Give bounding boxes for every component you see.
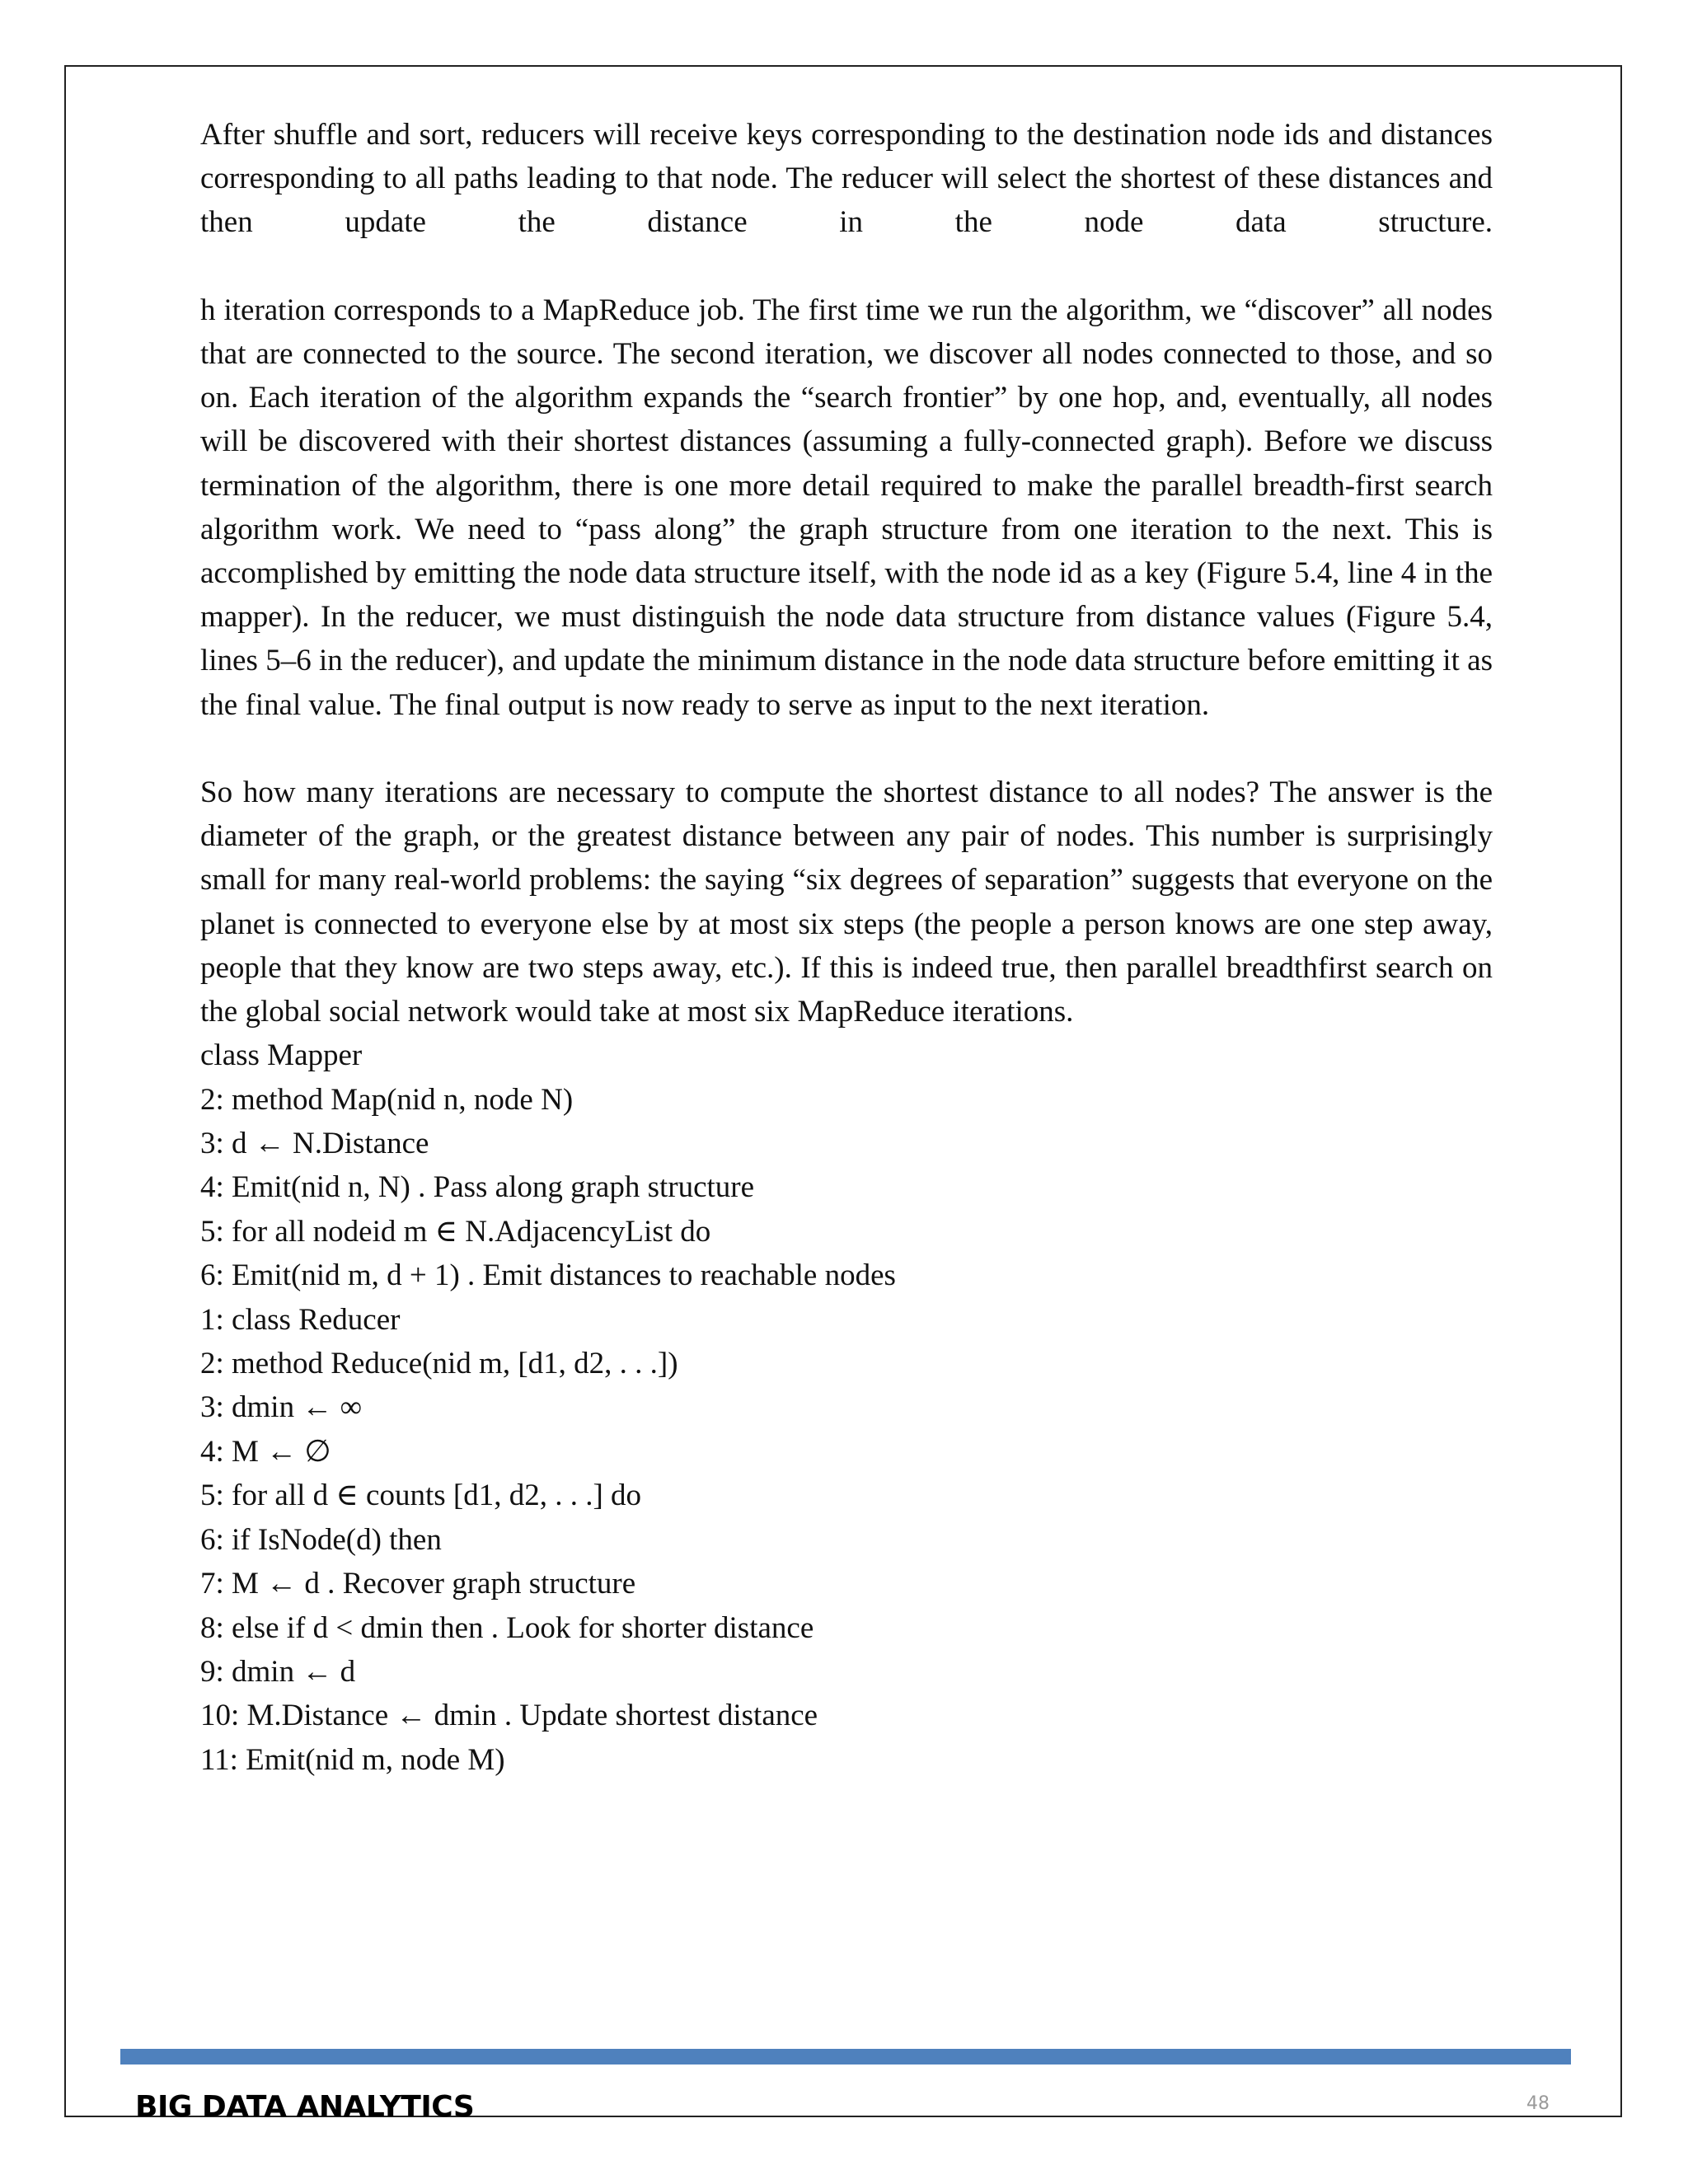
pseudocode-line: 4: M ← ∅: [200, 1434, 331, 1469]
pseudocode-line: 3: d ← N.Distance: [200, 1127, 429, 1161]
pseudocode-line: 2: method Reduce(nid m, [d1, d2, . . .]): [200, 1347, 678, 1381]
paragraph-reducer-summary: After shuffle and sort, reducers will receive keys corresponding to the destination node ids and distances corresponding to all paths leading to that node. The reducer will select the shortest of these distances and then update the distance in the node data structure.: [200, 118, 1493, 240]
footer-title: BIG DATA ANALYTICS: [135, 2090, 475, 2124]
paragraph-gap: [200, 727, 1493, 771]
pseudocode-line: 1: class Reducer: [200, 1302, 401, 1337]
pseudocode-line: 4: Emit(nid n, N) . Pass along graph structure: [200, 1170, 755, 1205]
pseudocode-line: 7: M ← d . Recover graph structure: [200, 1567, 636, 1601]
pseudocode-line: 6: if IsNode(d) then: [200, 1522, 442, 1557]
pseudocode-line: class Mapper: [200, 1038, 363, 1073]
pseudocode-line: 10: M.Distance ← dmin . Update shortest distance: [200, 1699, 818, 1733]
pseudocode-line: 8: else if d < dmin then . Look for shorter distance: [200, 1610, 814, 1645]
pseudocode-line: 5: for all nodeid m ∈ N.AdjacencyList do: [200, 1214, 711, 1249]
pseudocode-line: 3: dmin ← ∞: [200, 1390, 362, 1425]
pseudocode-line: 11: Emit(nid m, node M): [200, 1742, 505, 1777]
pseudocode-line: 5: for all d ∈ counts [d1, d2, . . .] do: [200, 1479, 642, 1513]
paragraph-iteration: h iteration corresponds to a MapReduce job. The first time we run the algorithm, we “discover” all nodes that are connected to the source. The second iteration, we discover all nodes connected to those, and so on. Each iteration of the algorithm expands the “search frontier” by one hop, and, eventually, all nodes will be discovered with their shortest distances (assuming a fully-connected graph). Before we discuss termination of the algorithm, there is one more detail required to make the parallel breadth-first search algorithm work. We need to “pass along” the graph structure from one iteration to the next. This is accomplished by emitting the node data structure itself, with the node id as a key (Figure 5.4, line 4 in the mapper). In the reducer, we must distinguish the node data structure from distance values (Figure 5.4, lines 5–6 in the reducer), and update the minimum distance in the node data structure before emitting it as the final value. The final output is now ready to serve as input to the next iteration.: [200, 293, 1493, 722]
paragraph-gap: [200, 245, 1493, 288]
pseudocode-line: 9: dmin ← d: [200, 1654, 356, 1689]
page-body: [200, 113, 1493, 1782]
pseudocode-line: 2: method Map(nid n, node N): [200, 1082, 574, 1117]
pseudocode-line: 6: Emit(nid m, d + 1) . Emit distances to reachable nodes: [200, 1258, 896, 1293]
footer-rule: [120, 2049, 1571, 2064]
pseudocode-block: [200, 1033, 1493, 1782]
paragraph-iterations-count: So how many iterations are necessary to compute the shortest distance to all nodes? The answer is the diameter of the graph, or the greatest distance between any pair of nodes. This number is surprisingly small for many real-world problems: the saying “six degrees of separation” suggests that everyone on the planet is connected to everyone else by at most six steps (the people a person knows are one step away, people that they know are two steps away, etc.). If this is indeed true, then parallel breadthfirst search on the global social network would take at most six MapReduce iterations.: [200, 776, 1493, 1029]
page-number: 48: [1526, 2093, 1550, 2114]
